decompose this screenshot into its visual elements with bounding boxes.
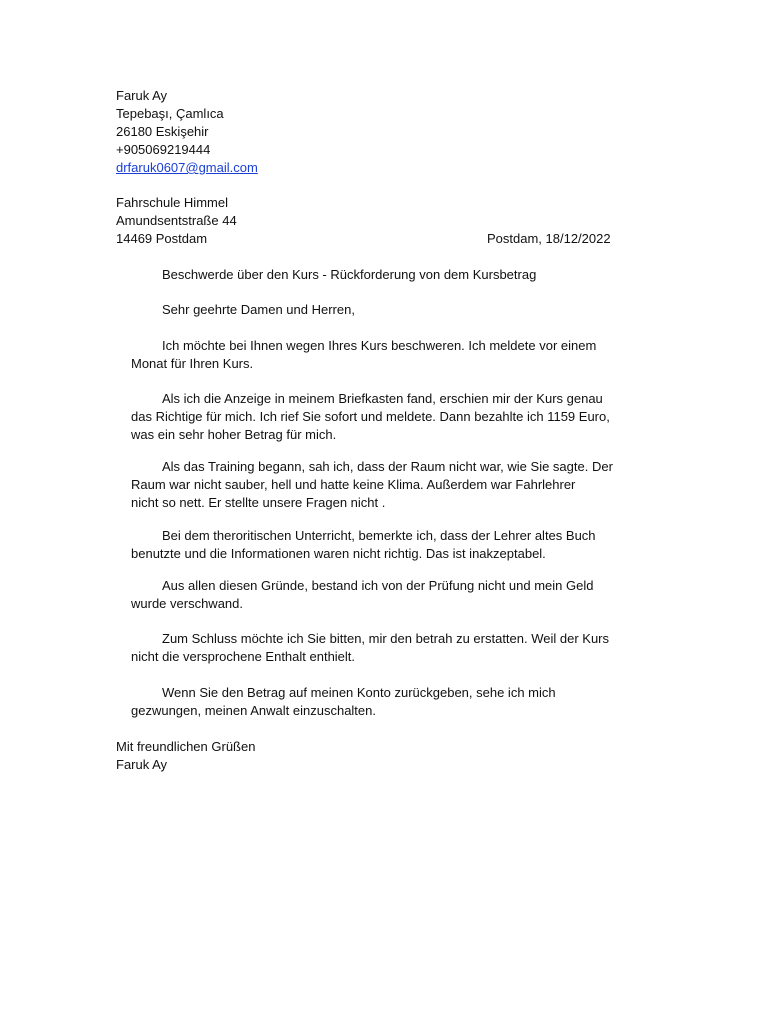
paragraph-line: Zum Schluss möchte ich Sie bitten, mir den betrah zu erstatten. Weil der Kurs [162,631,610,646]
paragraph-line: das Richtige für mich. Ich rief Sie sofort und meldete. Dann bezahlte ich 1159 Euro, [131,409,610,424]
paragraph-7 [131,684,671,720]
paragraph-line: Wenn Sie den Betrag auf meinen Konto zurückgeben, sehe ich mich [162,685,556,700]
paragraph-1 [131,337,671,373]
paragraph-line: was ein sehr hoher Betrag für mich. [131,427,337,442]
paragraph-line: Raum war nicht sauber, hell und hatte keine Klima. Außerdem war Fahrlehrer [131,477,576,492]
sender-email-link[interactable]: drfaruk0607@gmail.com [116,160,258,175]
sender-name: Faruk Ay [116,88,168,103]
sender-address [116,87,258,177]
recipient-street: Amundsentstraße 44 [116,213,237,228]
recipient-address [116,194,237,248]
paragraph-line: wurde verschwand. [131,596,243,611]
paragraph-line: Ich möchte bei Ihnen wegen Ihres Kurs beschweren. Ich meldete vor einem [162,338,597,353]
paragraph-5 [131,577,671,613]
paragraph-2 [131,390,671,444]
paragraph-3 [131,458,671,512]
recipient-city: 14469 Postdam [116,231,208,246]
paragraph-6 [131,630,671,666]
signature: Faruk Ay [116,757,168,772]
closing: Mit freundlichen Grüßen [116,739,256,754]
sender-street: Tepebaşı, Çamlıca [116,106,224,121]
paragraph-line: Als das Training begann, sah ich, dass der Raum nicht war, wie Sie sagte. Der [162,459,613,474]
paragraph-line: nicht die versprochene Enthalt enthielt. [131,649,356,664]
letter-date: Postdam, 18/12/2022 [487,231,611,246]
paragraph-line: Aus allen diesen Gründe, bestand ich von der Prüfung nicht und mein Geld [162,578,594,593]
letter-subject: Beschwerde über den Kurs - Rückforderung von dem Kursbetrag [162,267,537,282]
recipient-name: Fahrschule Himmel [116,195,228,210]
sender-city: 26180 Eskişehir [116,124,209,139]
sender-phone: +905069219444 [116,142,211,157]
paragraph-4 [131,527,671,563]
paragraph-line: Als ich die Anzeige in meinem Briefkasten fand, erschien mir der Kurs genau [162,391,603,406]
paragraph-line: Bei dem theroritischen Unterricht, bemerkte ich, dass der Lehrer altes Buch [162,528,596,543]
paragraph-line: benutzte und die Informationen waren nicht richtig. Das ist inakzeptabel. [131,546,546,561]
closing-block [116,738,255,774]
paragraph-line: Monat für Ihren Kurs. [131,356,254,371]
salutation: Sehr geehrte Damen und Herren, [162,302,355,317]
paragraph-line: nicht so nett. Er stellte unsere Fragen nicht . [131,495,386,510]
paragraph-line: gezwungen, meinen Anwalt einzuschalten. [131,703,376,718]
